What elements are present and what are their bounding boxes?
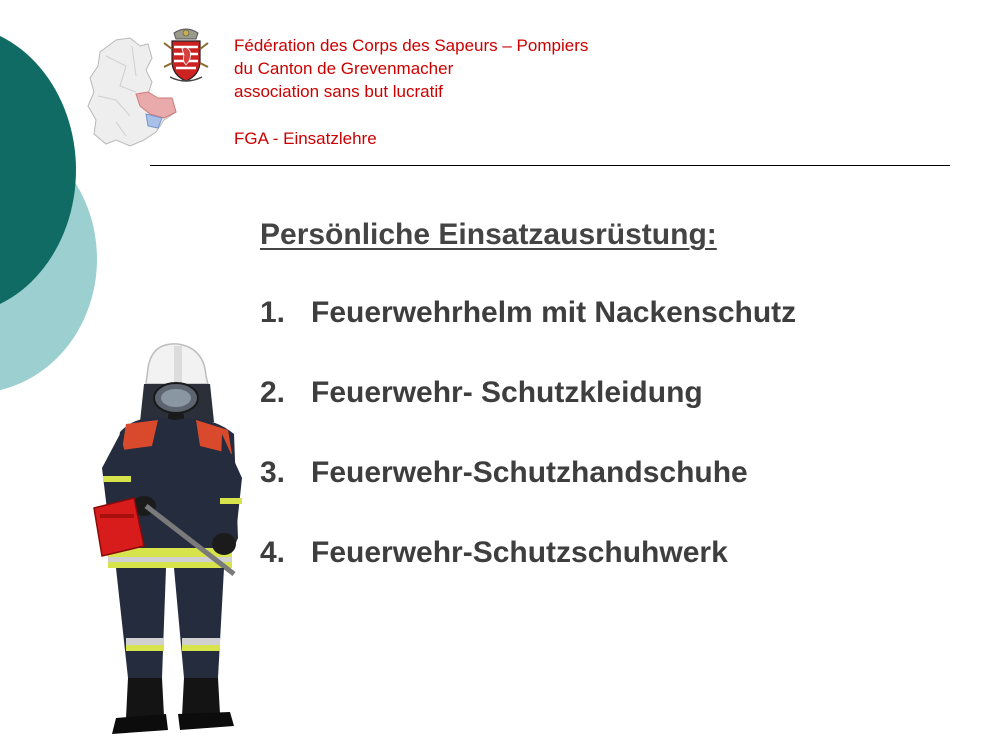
list-item	[260, 296, 796, 330]
header-org-line2: du Canton de Grevenmacher	[234, 59, 454, 78]
slide-title: Persönliche Einsatzausrüstung:	[260, 218, 717, 251]
list-item	[260, 456, 748, 490]
list-item-number: 4.	[260, 536, 286, 569]
list-item-label: Feuerwehr-Schutzschuhwerk	[311, 536, 728, 569]
list-item-number: 2.	[260, 376, 286, 409]
firefighter-photo	[86, 338, 246, 743]
list-item	[260, 536, 728, 570]
list-item-number: 3.	[260, 456, 286, 489]
header-org-line3: association sans but lucratif	[234, 82, 443, 101]
list-item-label: Feuerwehrhelm mit Nackenschutz	[311, 296, 797, 329]
fire-brigade-crest-icon	[160, 27, 212, 85]
header-org-line1: Fédération des Corps des Sapeurs – Pompiers	[234, 36, 589, 55]
list-item-label: Feuerwehr-Schutzhandschuhe	[311, 456, 748, 489]
list-item-number: 1.	[260, 296, 286, 329]
header-course: FGA - Einsatzlehre	[234, 129, 377, 148]
list-item	[260, 376, 703, 410]
list-item-label: Feuerwehr- Schutzkleidung	[311, 376, 703, 409]
header-divider	[150, 165, 950, 166]
